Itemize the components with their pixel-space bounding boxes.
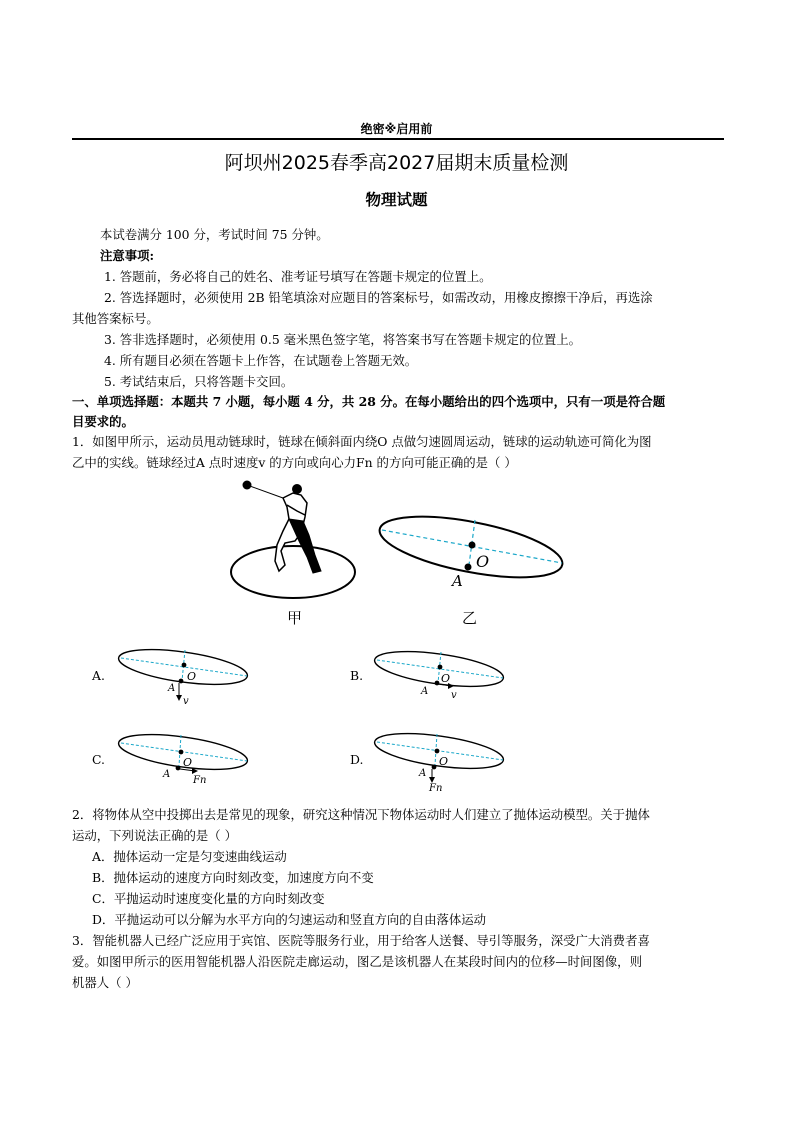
arrow-label: v bbox=[451, 690, 457, 701]
question-2-option-c: C．平抛运动时速度变化量的方向时刻改变 bbox=[92, 891, 325, 906]
point-a-label: A bbox=[168, 683, 176, 694]
confidential-mark: 绝密※启用前 bbox=[360, 122, 433, 136]
note-item: 5. 考试结束后，只将答题卡交回。 bbox=[104, 374, 294, 389]
question-2-option-d: D．平抛运动可以分解为水平方向的匀速运动和竖直方向的自由落体运动 bbox=[92, 912, 487, 927]
note-item-cont: 其他答案标号。 bbox=[72, 311, 159, 326]
point-o-label: O bbox=[476, 552, 490, 571]
point-o-label: O bbox=[187, 670, 197, 683]
point-a-label: A bbox=[452, 572, 463, 590]
question-2-option-b: B．抛体运动的速度方向时刻改变，加速度方向不变 bbox=[92, 870, 374, 885]
point-a-label: A bbox=[421, 686, 429, 697]
section-heading: 一、单项选择题：本题共 7 小题，每小题 4 分，共 28 分。在每小题给出的四个选项中，只有一项是符合题 bbox=[72, 394, 666, 409]
figure-jia-hammer-thrower bbox=[225, 475, 365, 625]
arrow-label: v bbox=[183, 696, 189, 707]
figure-jia-label: 甲 bbox=[287, 609, 303, 625]
question-3-stem: 3．智能机器人已经广泛应用于宾馆、医院等服务行业，用于给客人送餐、导引等服务，深受广大消费者喜 bbox=[72, 933, 650, 948]
option-a-label: A. bbox=[92, 668, 105, 683]
option-d-figure bbox=[371, 727, 511, 792]
note-item: 3. 答非选择题时，必须使用 0.5 毫米黑色签字笔，将答案书写在答题卡规定的位置上。 bbox=[104, 332, 582, 347]
notes-heading: 注意事项: bbox=[100, 248, 155, 263]
point-o-label: O bbox=[441, 672, 451, 685]
option-b-figure bbox=[371, 645, 511, 705]
question-3-stem-cont: 爱。如图甲所示的医用智能机器人沿医院走廊运动，图乙是该机器人在某段时间内的位移—时间图像，则 bbox=[72, 954, 642, 969]
option-c-figure bbox=[115, 728, 255, 788]
question-2-stem: 2．将物体从空中投掷出去是常见的现象，研究这种情况下物体运动时人们建立了抛体运动模型。关于抛体 bbox=[72, 807, 650, 822]
point-a-label: A bbox=[163, 769, 171, 780]
option-d-label: D. bbox=[350, 752, 364, 767]
section-heading-cont: 目要求的。 bbox=[72, 414, 134, 429]
note-item: 2. 答选择题时，必须使用 2B 铅笔填涂对应题目的答案标号，如需改动，用橡皮擦擦干净后，再选涂 bbox=[104, 290, 653, 305]
question-1-stem: 1．如图甲所示，运动员甩动链球时，链球在倾斜面内绕O 点做匀速圆周运动，链球的运动轨迹可简化为图 bbox=[72, 434, 652, 449]
note-item: 4. 所有题目必须在答题卡上作答，在试题卷上答题无效。 bbox=[104, 353, 418, 368]
header-divider bbox=[72, 138, 724, 140]
question-3-stem-cont: 机器人（ ） bbox=[72, 975, 138, 990]
point-a-label: A bbox=[419, 768, 427, 779]
question-1-stem-cont: 乙中的实线。链球经过A 点时速度v 的方向或向心力Fn 的方向可能正确的是（ ） bbox=[72, 455, 517, 470]
question-2-stem-cont: 运动，下列说法正确的是（ ） bbox=[72, 828, 238, 843]
exam-intro: 本试卷满分 100 分，考试时间 75 分钟。 bbox=[100, 227, 329, 242]
figure-yi-orbit bbox=[370, 510, 580, 630]
exam-subject: 物理试题 bbox=[365, 191, 428, 209]
question-2-option-a: A．抛体运动一定是匀变速曲线运动 bbox=[92, 849, 287, 864]
exam-title: 阿坝州2025春季高2027届期末质量检测 bbox=[224, 152, 569, 174]
option-b-label: B. bbox=[350, 668, 364, 683]
arrow-label: Fn bbox=[193, 775, 207, 786]
arrow-label: Fn bbox=[429, 783, 443, 792]
option-c-label: C. bbox=[92, 752, 105, 767]
point-o-label: O bbox=[183, 756, 193, 769]
point-o-label: O bbox=[439, 755, 449, 768]
note-item: 1. 答题前，务必将自己的姓名、准考证号填写在答题卡规定的位置上。 bbox=[104, 269, 492, 284]
option-a-figure bbox=[115, 643, 255, 708]
figure-yi-label: 乙 bbox=[462, 609, 478, 627]
